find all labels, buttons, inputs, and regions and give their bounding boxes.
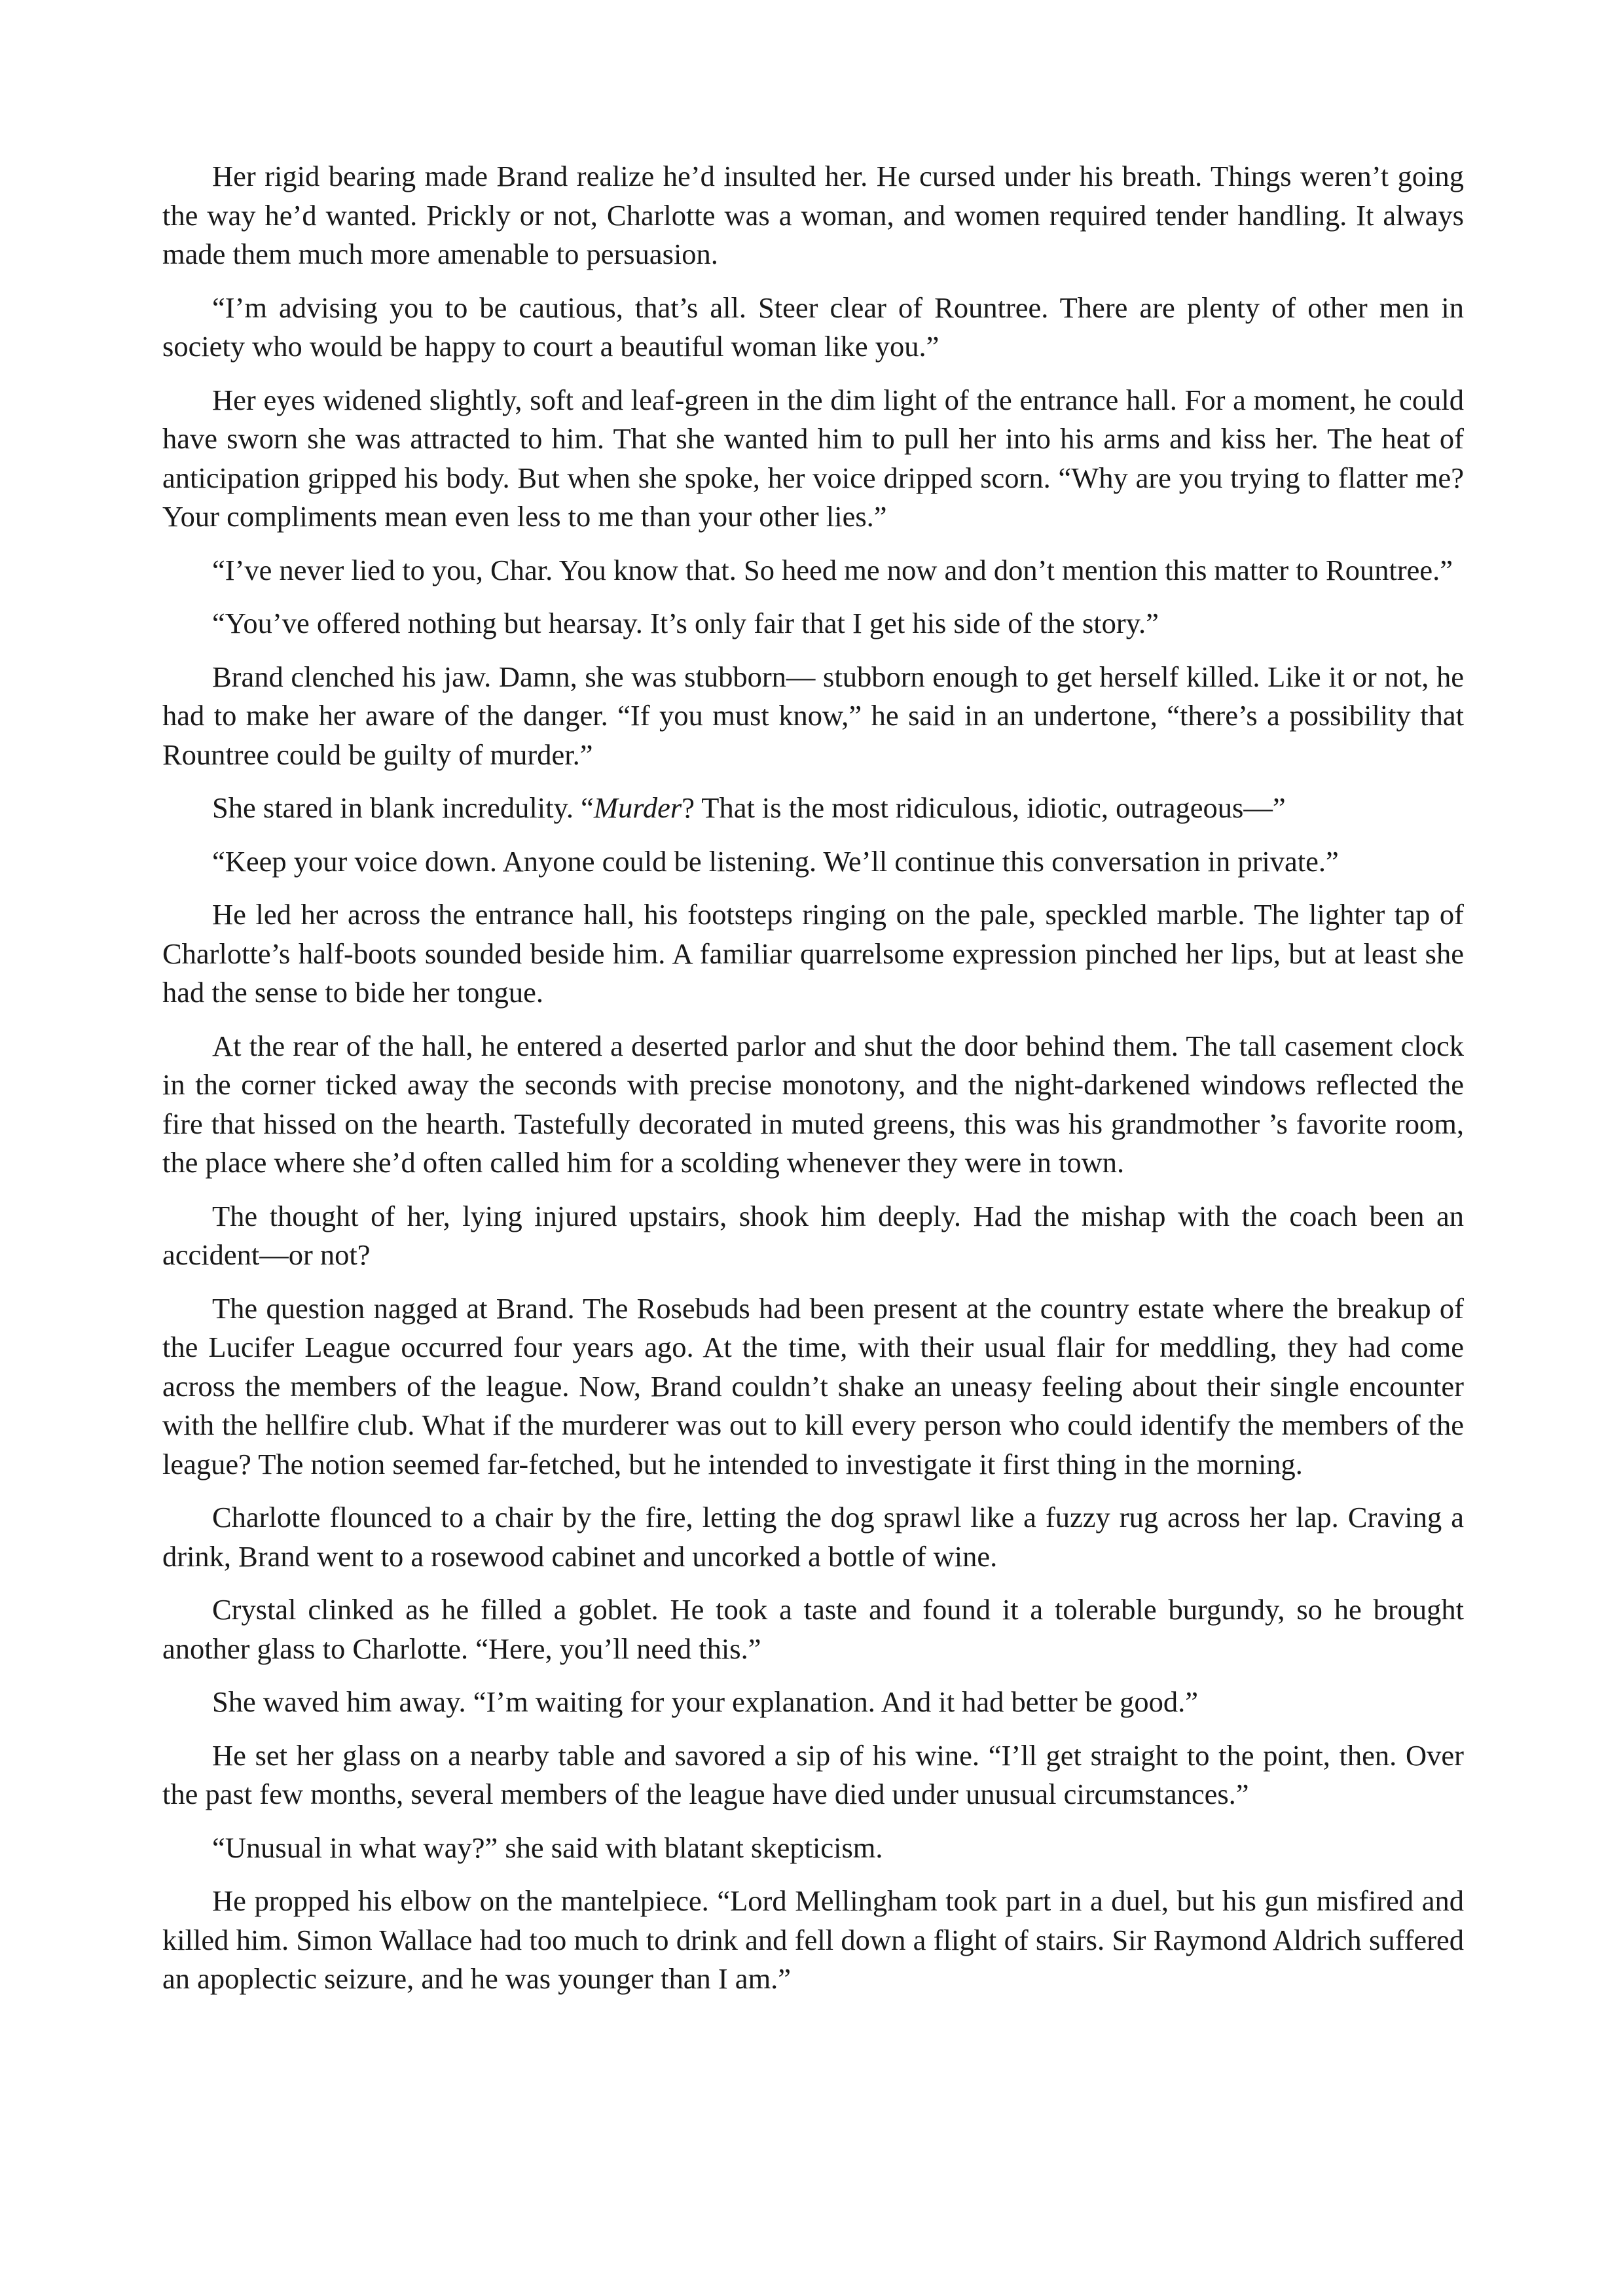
paragraph-10: At the rear of the hall, he entered a deserted parlor and shut the door behind them. The tall casement clock in the corner ticked away the seconds with precise monotony, and the night-darkened windows reflected the fire that hissed on the hearth. Tastefully decorated in muted greens, this was his grandmother ’s favorite room, the place where she’d often called him for a scolding whenever they were in town. xyxy=(162,1029,1464,1179)
paragraph-11: The thought of her, lying injured upstairs, shook him deeply. Had the mishap with the coach been an accident—or not? xyxy=(162,1199,1464,1271)
paragraph-7 xyxy=(162,789,1464,828)
paragraph-6: Brand clenched his jaw. Damn, she was stubborn— stubborn enough to get herself killed. Like it or not, he had to make her aware of the danger. “If you must know,” he said in an undertone, “there’s a possibility that Rountree could be guilty of murder.” xyxy=(162,660,1464,771)
paragraph-7-before: She stared in blank incredulity. “ xyxy=(212,791,594,824)
paragraph-2: “I’m advising you to be cautious, that’s all. Steer clear of Rountree. There are plenty of other men in society who would be happy to court a beautiful woman like you.” xyxy=(162,291,1464,363)
paragraph-7-after: ? That is the most ridiculous, idiotic, outrageous—” xyxy=(682,791,1286,824)
paragraph-16: He set her glass on a nearby table and savored a sip of his wine. “I’ll get straight to the point, then. Over the past few months, several members of the league have died under unusual circumstances.” xyxy=(162,1738,1464,1810)
paragraph-17: “Unusual in what way?” she said with blatant skepticism. xyxy=(212,1831,883,1864)
paragraph-18: He propped his elbow on the mantelpiece. “Lord Mellingham took part in a duel, but his gun misfired and killed him. Simon Wallace had too much to drink and fell down a flight of stairs. Sir Raymond Aldrich suffered an apoplectic seizure, and he was younger than I am.” xyxy=(162,1884,1464,1995)
paragraph-12: The question nagged at Brand. The Rosebuds had been present at the country estate where the breakup of the Lucifer League occurred four years ago. At the time, with their usual flair for meddling, they had come across the members of the league. Now, Brand couldn’t shake an uneasy feeling about their single encounter with the hellfire club. What if the murderer was out to kill every person who could identify the members of the league? The notion seemed far-fetched, but he intended to investigate it first thing in the morning. xyxy=(162,1291,1464,1480)
paragraph-5: “You’ve offered nothing but hearsay. It’s only fair that I get his side of the story.” xyxy=(212,607,1159,639)
book-page xyxy=(162,157,1464,2013)
paragraph-8: “Keep your voice down. Anyone could be listening. We’ll continue this conversation in private.” xyxy=(212,844,1339,878)
paragraph-3: Her eyes widened slightly, soft and leaf-green in the dim light of the entrance hall. For a moment, he could have sworn she was attracted to him. That she wanted him to pull her into his arms and kiss her. The heat of anticipation gripped his body. But when she spoke, her voice dripped scorn. “Why are you trying to flatter me? Your compliments mean even less to me than your other lies.” xyxy=(162,383,1464,533)
paragraph-13: Charlotte flounced to a chair by the fire, letting the dog sprawl like a fuzzy rug across her lap. Craving a drink, Brand went to a rosewood cabinet and uncorked a bottle of wine. xyxy=(162,1501,1464,1573)
paragraph-7-emphasis: Murder xyxy=(593,791,682,824)
paragraph-4: “I’ve never lied to you, Char. You know that. So heed me now and don’t mention this matter to Rountree.” xyxy=(212,553,1453,586)
paragraph-15: She waved him away. “I’m waiting for your explanation. And it had better be good.” xyxy=(212,1685,1198,1718)
paragraph-1: Her rigid bearing made Brand realize he’d insulted her. He cursed under his breath. Things weren’t going the way he’d wanted. Prickly or not, Charlotte was a woman, and women required tender handling. It always made them much more amenable to persuasion. xyxy=(162,160,1464,270)
paragraph-14: Crystal clinked as he filled a goblet. He took a taste and found it a tolerable burgundy, so he brought another glass to Charlotte. “Here, you’ll need this.” xyxy=(162,1593,1464,1665)
paragraph-9: He led her across the entrance hall, his footsteps ringing on the pale, speckled marble. The lighter tap of Charlotte’s half-boots sounded beside him. A familiar quarrelsome expression pinched her lips, but at least she had the sense to bide her tongue. xyxy=(162,898,1464,1009)
